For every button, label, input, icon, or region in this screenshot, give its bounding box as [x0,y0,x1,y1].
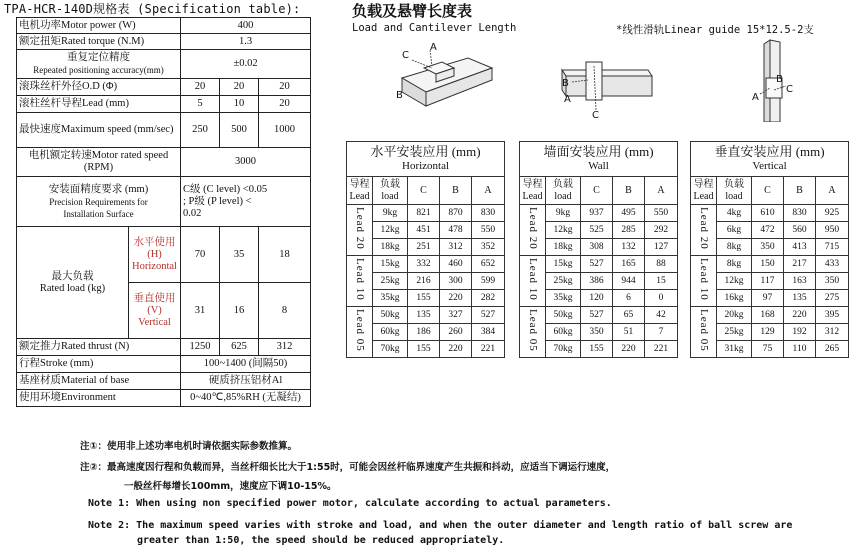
load-table-header-row [520,142,678,177]
spec-row-rated-torque [17,34,311,50]
a-value-cell: 384 [472,324,505,341]
rated-load-label-en: Rated load (kg) [39,282,106,294]
max-speed-value: 250 [181,113,220,148]
column-header-c: C [752,177,784,205]
diagram-label-b: B [562,78,569,89]
a-value-cell: 275 [816,290,849,307]
load-table-title [691,142,849,177]
rated-speed-label-en: (RPM) [83,162,114,173]
load-vertical-label [129,283,181,339]
max-speed-label: 最快速度Maximum speed (mm/sec) [17,113,181,148]
a-value-cell: 7 [645,324,678,341]
column-header-load-cn: 负载 [724,178,744,190]
diagram-label-b: B [776,74,783,85]
c-value-cell: 386 [581,273,613,290]
column-header-load-en: load [725,190,743,202]
lead-group-text: Lead 20 [354,206,366,250]
a-value-cell: 352 [472,239,505,256]
table-row [520,256,678,273]
lead-group-text: Lead 05 [527,308,539,352]
c-value-cell: 610 [752,205,784,222]
load-cell: 35kg [546,290,581,307]
repeat-accuracy-value: ±0.02 [181,50,311,79]
load-table-header-row [347,142,505,177]
a-value-cell: 652 [472,256,505,273]
a-value-cell: 830 [472,205,505,222]
column-header-lead-cn: 导程 [349,178,370,190]
rated-thrust-value: 1250 [181,339,220,356]
vertical-mount-diagram [740,38,810,122]
precision-label-cn: 安装面精度要求 (mm) [48,183,149,195]
spec-row-repeat-accuracy [17,50,311,79]
rated-thrust-value: 625 [220,339,259,356]
a-value-cell: 433 [816,256,849,273]
c-value-cell: 135 [408,307,440,324]
lead-group-text: Lead 10 [698,257,710,301]
spec-row-rated-speed [17,148,311,177]
load-table-vertical [690,141,849,358]
b-value-cell: 220 [613,341,645,358]
load-cell: 35kg [373,290,408,307]
note-cn-1: 注①：使用非上述功率电机时请依据实际参数推算。 [80,441,298,452]
b-value-cell: 285 [613,222,645,239]
load-table-wall [519,141,678,358]
load-table-title-en: Wall [588,160,609,172]
load-cell: 9kg [546,205,581,222]
b-value-cell: 260 [440,324,472,341]
column-header-load-en: load [554,190,572,202]
c-value-cell: 155 [408,290,440,307]
horizontal-mount-diagram [372,40,502,122]
lead-group-text: Lead 20 [527,206,539,250]
c-value-cell: 155 [408,341,440,358]
base-material-value: 硬质挤压铝材Al [181,373,311,390]
load-section-title: 负载及悬臂长度表 [352,2,473,20]
a-value-cell: 950 [816,222,849,239]
b-value-cell: 312 [440,239,472,256]
lead-group-label [520,307,546,358]
column-header-load [373,177,408,205]
column-header-load [546,177,581,205]
load-cell: 15kg [546,256,581,273]
load-table-column-row [347,177,505,205]
load-cell: 50kg [546,307,581,324]
b-value-cell: 220 [784,307,816,324]
rated-speed-label [17,148,181,177]
column-header-b: B [440,177,472,205]
rated-torque-value: 1.3 [181,34,311,50]
c-value-cell: 75 [752,341,784,358]
spec-row-base-material [17,373,311,390]
load-cell: 18kg [546,239,581,256]
b-value-cell: 192 [784,324,816,341]
c-value-cell: 186 [408,324,440,341]
lead-group-text: Lead 05 [698,308,710,352]
load-cell: 16kg [717,290,752,307]
note-cn-2b: 一般丝杆每增长100mm，速度应下调10-15%。 [124,481,337,492]
lead-group-label [520,256,546,307]
lead-group-label [691,205,717,256]
repeat-accuracy-label-en: Repeated positioning accuracy(mm) [33,65,164,75]
load-horizontal-code: (H) [147,248,162,260]
b-value-cell: 65 [613,307,645,324]
load-table-header-row [691,142,849,177]
lead-group-label [691,256,717,307]
b-value-cell: 6 [613,290,645,307]
load-table-title-cn: 垂直安装应用 (mm) [714,144,825,159]
precision-label-en2: Installation Surface [63,208,134,219]
b-value-cell: 830 [784,205,816,222]
load-vertical-cn: 垂直使用 [133,292,176,304]
a-value-cell: 550 [645,205,678,222]
column-header-lead-cn: 导程 [693,178,714,190]
a-value-cell: 282 [472,290,505,307]
column-header-b: B [784,177,816,205]
screw-od-value: 20 [181,79,220,96]
rated-speed-label-cn: 电机额定转速Motor rated speed [28,150,169,161]
load-cell: 25kg [546,273,581,290]
b-value-cell: 217 [784,256,816,273]
screw-od-label: 滚珠丝杆外径O.D (Φ) [17,79,181,96]
load-table-title-cn: 水平安装应用 (mm) [370,144,481,159]
column-header-a: A [816,177,849,205]
rated-speed-value: 3000 [181,148,311,177]
a-value-cell: 312 [816,324,849,341]
load-horizontal-en: Horizontal [132,260,177,272]
stroke-label: 行程Stroke (mm) [17,356,181,373]
repeat-accuracy-label [17,50,181,79]
column-header-lead-en: Lead [522,190,543,202]
column-header-b: B [613,177,645,205]
diagram-label-c: C [592,110,599,121]
spec-row-motor-power [17,18,311,34]
b-value-cell: 495 [613,205,645,222]
column-header-load-cn: 负载 [380,178,400,190]
screw-lead-label: 滚柱丝杆导程Lead (mm) [17,96,181,113]
max-speed-value: 1000 [259,113,311,148]
load-table-title-en: Vertical [752,160,787,172]
a-value-cell: 599 [472,273,505,290]
load-vertical-value: 16 [220,283,259,339]
load-cell: 6kg [717,222,752,239]
lead-group-label [347,256,373,307]
rated-thrust-value: 312 [259,339,311,356]
load-cell: 60kg [373,324,408,341]
note-en-1: Note 1: When using non specified power motor, calculate according to actual parameters. [88,498,612,509]
column-header-load-en: load [381,190,399,202]
motor-power-value: 400 [181,18,311,34]
c-value-cell: 117 [752,273,784,290]
table-row [347,205,505,222]
c-value-cell: 129 [752,324,784,341]
table-row [691,256,849,273]
column-header-c: C [408,177,440,205]
column-header-load-cn: 负载 [553,178,573,190]
spec-row-max-speed [17,113,311,148]
note-en-2: Note 2: The maximum speed varies with stroke and load, and when the outer diameter and length ratio of ball screw are [88,520,793,531]
b-value-cell: 300 [440,273,472,290]
b-value-cell: 220 [440,341,472,358]
load-cell: 8kg [717,239,752,256]
diagram-label-a: A [564,94,571,105]
c-value-cell: 216 [408,273,440,290]
load-cell: 20kg [717,307,752,324]
diagram-label-b: B [396,90,403,101]
c-value-cell: 527 [581,256,613,273]
a-value-cell: 0 [645,290,678,307]
a-value-cell: 395 [816,307,849,324]
column-header-lead-cn: 导程 [522,178,543,190]
a-value-cell: 292 [645,222,678,239]
b-value-cell: 560 [784,222,816,239]
c-value-cell: 150 [752,256,784,273]
c-value-cell: 472 [752,222,784,239]
load-cell: 12kg [546,222,581,239]
c-value-cell: 821 [408,205,440,222]
a-value-cell: 265 [816,341,849,358]
repeat-accuracy-label-cn: 重复定位精度 [67,52,130,63]
lead-group-text: Lead 10 [527,257,539,301]
c-value-cell: 350 [752,239,784,256]
column-header-lead-en: Lead [349,190,370,202]
c-value-cell: 451 [408,222,440,239]
screw-lead-value: 5 [181,96,220,113]
load-cell: 25kg [373,273,408,290]
c-value-cell: 332 [408,256,440,273]
load-table-column-row [691,177,849,205]
spec-row-load-horizontal [17,227,311,283]
load-cell: 4kg [717,205,752,222]
lead-group-text: Lead 20 [698,206,710,250]
spec-row-rated-thrust [17,339,311,356]
spec-row-screw-od [17,79,311,96]
lead-group-label [347,205,373,256]
a-value-cell: 550 [472,222,505,239]
b-value-cell: 460 [440,256,472,273]
table-row [691,307,849,324]
diagram-label-a: A [752,92,759,103]
lead-group-label [347,307,373,358]
spec-row-environment [17,390,311,407]
a-value-cell: 221 [472,341,505,358]
environment-value: 0~40℃,85%RH (无凝结) [181,390,311,407]
b-value-cell: 51 [613,324,645,341]
load-cell: 9kg [373,205,408,222]
screw-od-value: 20 [259,79,311,96]
b-value-cell: 132 [613,239,645,256]
precision-label-en1: Precision Requirements for [49,196,148,207]
load-horizontal-label [129,227,181,283]
a-value-cell: 925 [816,205,849,222]
rated-load-label [17,227,129,339]
load-cell: 31kg [717,341,752,358]
a-value-cell: 88 [645,256,678,273]
a-value-cell: 127 [645,239,678,256]
table-row [520,307,678,324]
precision-value-line: C级 (C level) <0.05 [183,183,268,195]
load-table-column-row [520,177,678,205]
diagram-label-a: A [430,42,437,53]
load-vertical-en: Vertical [138,316,171,328]
load-cell: 70kg [546,341,581,358]
c-value-cell: 308 [581,239,613,256]
a-value-cell: 527 [472,307,505,324]
load-table-title-cn: 墙面安装应用 (mm) [543,144,654,159]
table-row [691,205,849,222]
column-header-lead [691,177,717,205]
load-cell: 12kg [717,273,752,290]
a-value-cell: 221 [645,341,678,358]
load-vertical-value: 31 [181,283,220,339]
screw-lead-value: 20 [259,96,311,113]
linear-guide-note: *线性滑轨Linear guide 15*12.5-2支 [616,24,814,36]
b-value-cell: 478 [440,222,472,239]
column-header-a: A [472,177,505,205]
c-value-cell: 937 [581,205,613,222]
load-table-title [520,142,678,177]
table-row [347,307,505,324]
wall-mount-diagram [552,40,662,122]
max-speed-value: 500 [220,113,259,148]
motor-power-label: 电机功率Motor power (W) [17,18,181,34]
load-vertical-value: 8 [259,283,311,339]
lead-group-label [691,307,717,358]
load-horizontal-value: 35 [220,227,259,283]
b-value-cell: 944 [613,273,645,290]
lead-group-text: Lead 10 [354,257,366,301]
c-value-cell: 527 [581,307,613,324]
load-cell: 15kg [373,256,408,273]
column-header-load [717,177,752,205]
rated-torque-label: 额定扭矩Rated torque (N.M) [17,34,181,50]
precision-value-line: 0.02 [183,207,202,219]
a-value-cell: 350 [816,273,849,290]
c-value-cell: 155 [581,341,613,358]
b-value-cell: 413 [784,239,816,256]
load-cell: 12kg [373,222,408,239]
load-horizontal-cn: 水平使用 [133,236,176,248]
column-header-lead-en: Lead [693,190,714,202]
table-row [520,205,678,222]
load-cell: 8kg [717,256,752,273]
b-value-cell: 327 [440,307,472,324]
diagram-label-c: C [402,50,409,61]
b-value-cell: 165 [613,256,645,273]
spec-row-stroke [17,356,311,373]
a-value-cell: 15 [645,273,678,290]
c-value-cell: 120 [581,290,613,307]
lead-group-text: Lead 05 [354,308,366,352]
b-value-cell: 135 [784,290,816,307]
precision-value [181,177,311,227]
spec-row-precision [17,177,311,227]
b-value-cell: 870 [440,205,472,222]
diagram-label-c: C [786,84,793,95]
c-value-cell: 97 [752,290,784,307]
load-horizontal-value: 70 [181,227,220,283]
load-horizontal-value: 18 [259,227,311,283]
screw-lead-value: 10 [220,96,259,113]
column-header-a: A [645,177,678,205]
column-header-lead [347,177,373,205]
c-value-cell: 251 [408,239,440,256]
b-value-cell: 110 [784,341,816,358]
c-value-cell: 350 [581,324,613,341]
table-row [347,256,505,273]
column-header-lead [520,177,546,205]
b-value-cell: 220 [440,290,472,307]
precision-label [17,177,181,227]
rated-load-label-cn: 最大负载 [51,270,94,282]
spec-row-screw-lead [17,96,311,113]
load-cell: 60kg [546,324,581,341]
c-value-cell: 525 [581,222,613,239]
load-table-title-en: Horizontal [402,160,450,172]
c-value-cell: 168 [752,307,784,324]
stroke-value: 100~1400 (间隔50) [181,356,311,373]
screw-od-value: 20 [220,79,259,96]
note-cn-2: 注②：最高速度因行程和负载而异，当丝杆细长比大于1:55时，可能会因丝杆临界速度产生共振和抖动，应适当下调运行速度， [80,462,616,473]
lead-group-label [520,205,546,256]
note-en-2b: greater than 1:50, the speed should be reduced appropriately. [137,535,505,546]
load-vertical-code: (V) [147,304,162,316]
load-cell: 25kg [717,324,752,341]
load-table-title [347,142,505,177]
load-table-horizontal [346,141,505,358]
rated-thrust-label: 额定推力Rated thrust (N) [17,339,181,356]
b-value-cell: 163 [784,273,816,290]
precision-value-line: ; P级 (P level) < [183,195,252,207]
load-cell: 70kg [373,341,408,358]
base-material-label: 基座材质Material of base [17,373,181,390]
load-cell: 18kg [373,239,408,256]
column-header-c: C [581,177,613,205]
spec-table-title: TPA-HCR-140D规格表 (Specification table): [4,2,301,16]
a-value-cell: 42 [645,307,678,324]
environment-label: 使用环境Environment [17,390,181,407]
spec-table [16,17,311,407]
load-cell: 50kg [373,307,408,324]
load-section-subtitle: Load and Cantilever Length [352,22,517,34]
a-value-cell: 715 [816,239,849,256]
